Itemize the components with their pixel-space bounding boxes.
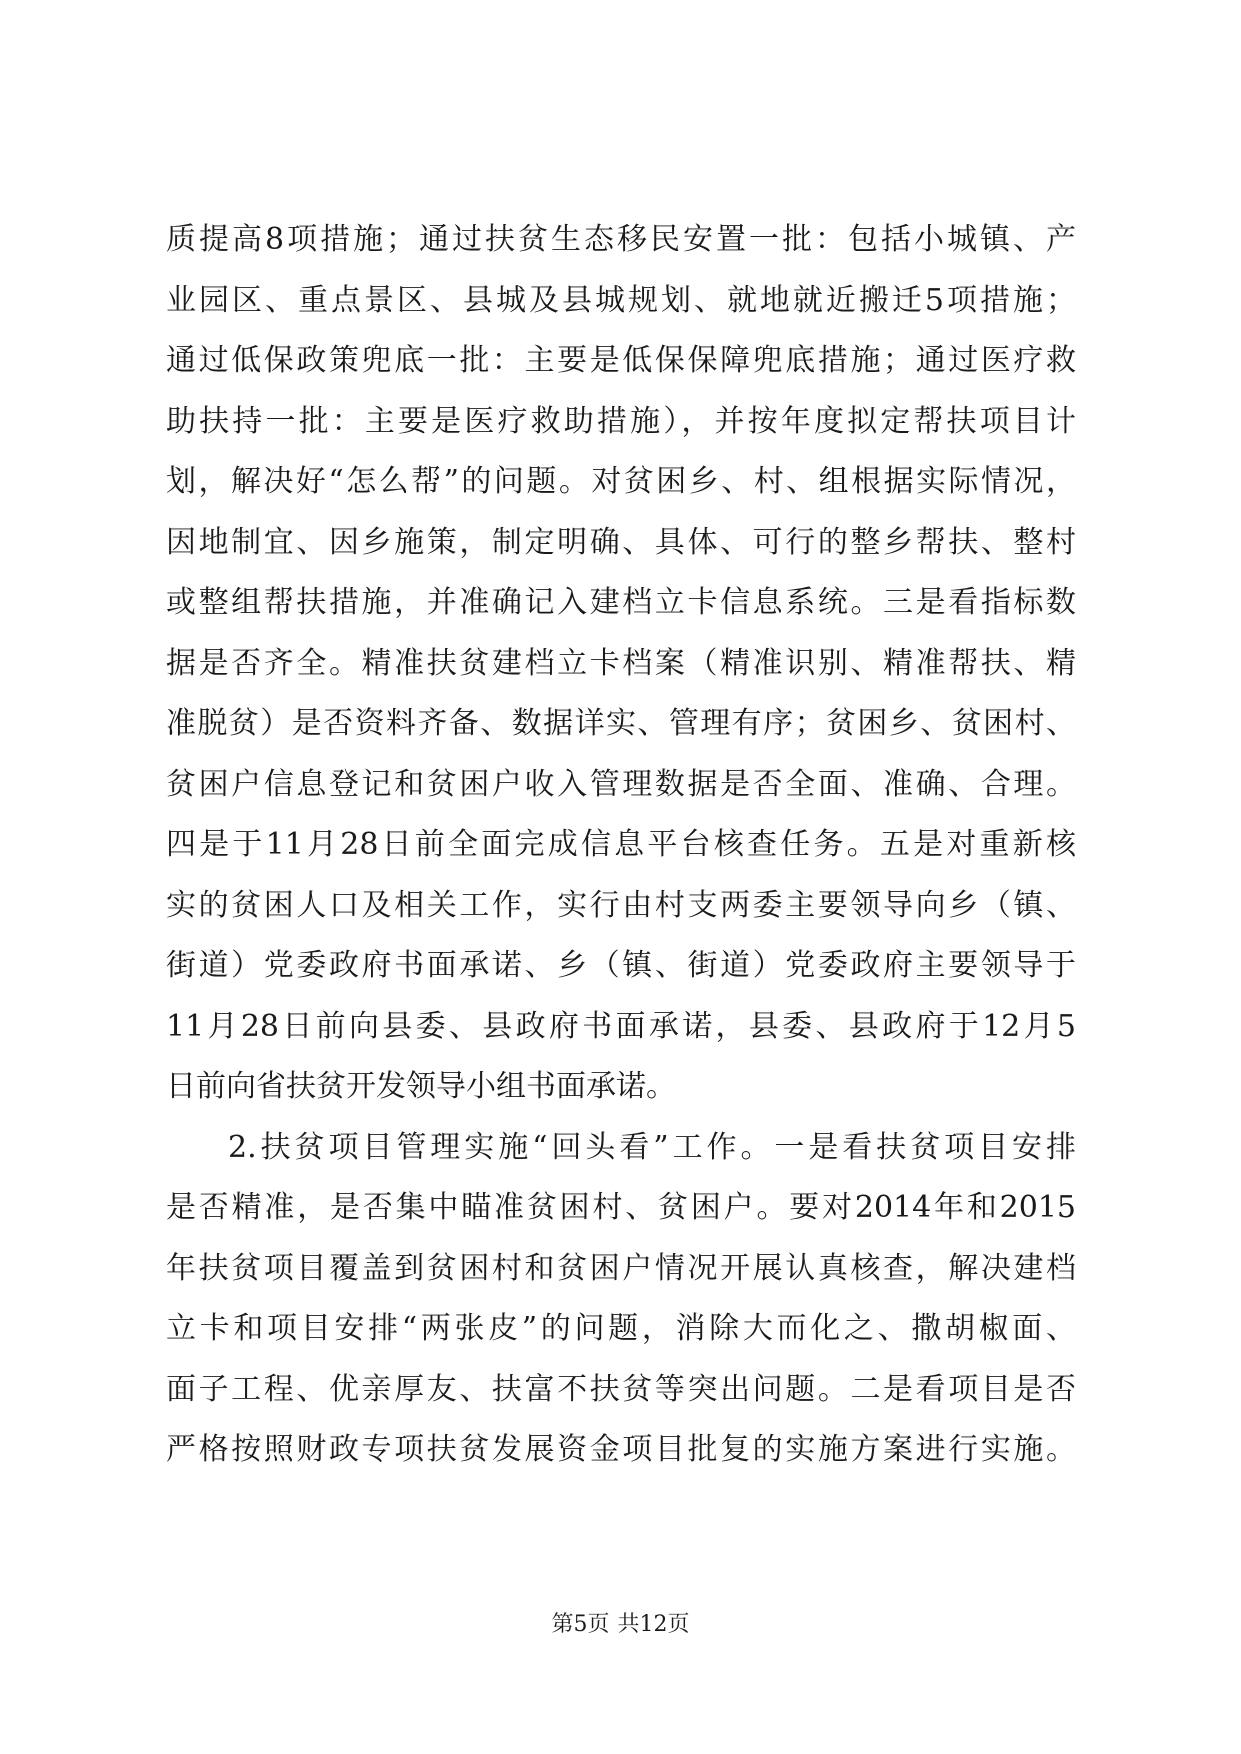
section-heading-line: 2.扶贫项目管理实施“回头看”工作。一是看扶贫项目安排 xyxy=(228,1129,1076,1165)
text-line: 助扶持一批：主要是医疗救助措施），并按年度拟定帮扶项目计 xyxy=(166,403,1076,439)
page-number: 第5页 xyxy=(551,1612,610,1637)
text-line: 准脱贫）是否资料齐备、数据详实、管理有序；贫困乡、贫困村、 xyxy=(166,706,1076,741)
text-line: 通过低保政策兜底一批：主要是低保保障兜底措施；通过医疗救 xyxy=(166,343,1076,378)
text-line: 是否精准，是否集中瞄准贫困村、贫困户。要对2014年和2015 xyxy=(166,1190,1076,1225)
text-line: 四是于11月28日前全面完成信息平台核查任务。五是对重新核 xyxy=(166,827,1076,862)
text-line: 街道）党委政府书面承诺、乡（镇、街道）党委政府主要领导于 xyxy=(166,948,1076,983)
page-total: 共12页 xyxy=(617,1612,690,1637)
text-line: 质提高8项措施；通过扶贫生态移民安置一批：包括小城镇、产 xyxy=(166,222,1076,257)
text-line: 划，解决好“怎么帮”的问题。对贫困乡、村、组根据实际情况， xyxy=(166,464,1076,499)
text-line: 贫困户信息登记和贫困户收入管理数据是否全面、准确、合理。 xyxy=(166,766,1076,802)
text-line: 据是否齐全。精准扶贫建档立卡档案（精准识别、精准帮扶、精 xyxy=(166,645,1076,681)
text-line: 日前向省扶贫开发领导小组书面承诺。 xyxy=(166,1069,676,1104)
body-text xyxy=(166,222,1076,1493)
text-line: 因地制宜、因乡施策，制定明确、具体、可行的整乡帮扶、整村 xyxy=(166,524,1076,560)
text-line: 立卡和项目安排“两张皮”的问题，消除大而化之、撒胡椒面、 xyxy=(166,1311,1076,1346)
text-line: 或整组帮扶措施，并准确记入建档立卡信息系统。三是看指标数 xyxy=(166,585,1076,620)
text-line: 业园区、重点景区、县城及县城规划、就地就近搬迁5项措施； xyxy=(166,282,1076,318)
text-line: 11月28日前向县委、县政府书面承诺，县委、县政府于12月5 xyxy=(166,1008,1076,1044)
text-line: 严格按照财政专项扶贫发展资金项目批复的实施方案进行实施。 xyxy=(166,1432,1076,1467)
text-line: 实的贫困人口及相关工作，实行由村支两委主要领导向乡（镇、 xyxy=(166,887,1076,923)
text-line: 面子工程、优亲厚友、扶富不扶贫等突出问题。二是看项目是否 xyxy=(166,1371,1076,1407)
page-footer xyxy=(0,1612,1241,1638)
text-line: 年扶贫项目覆盖到贫困村和贫困户情况开展认真核查，解决建档 xyxy=(166,1250,1076,1286)
